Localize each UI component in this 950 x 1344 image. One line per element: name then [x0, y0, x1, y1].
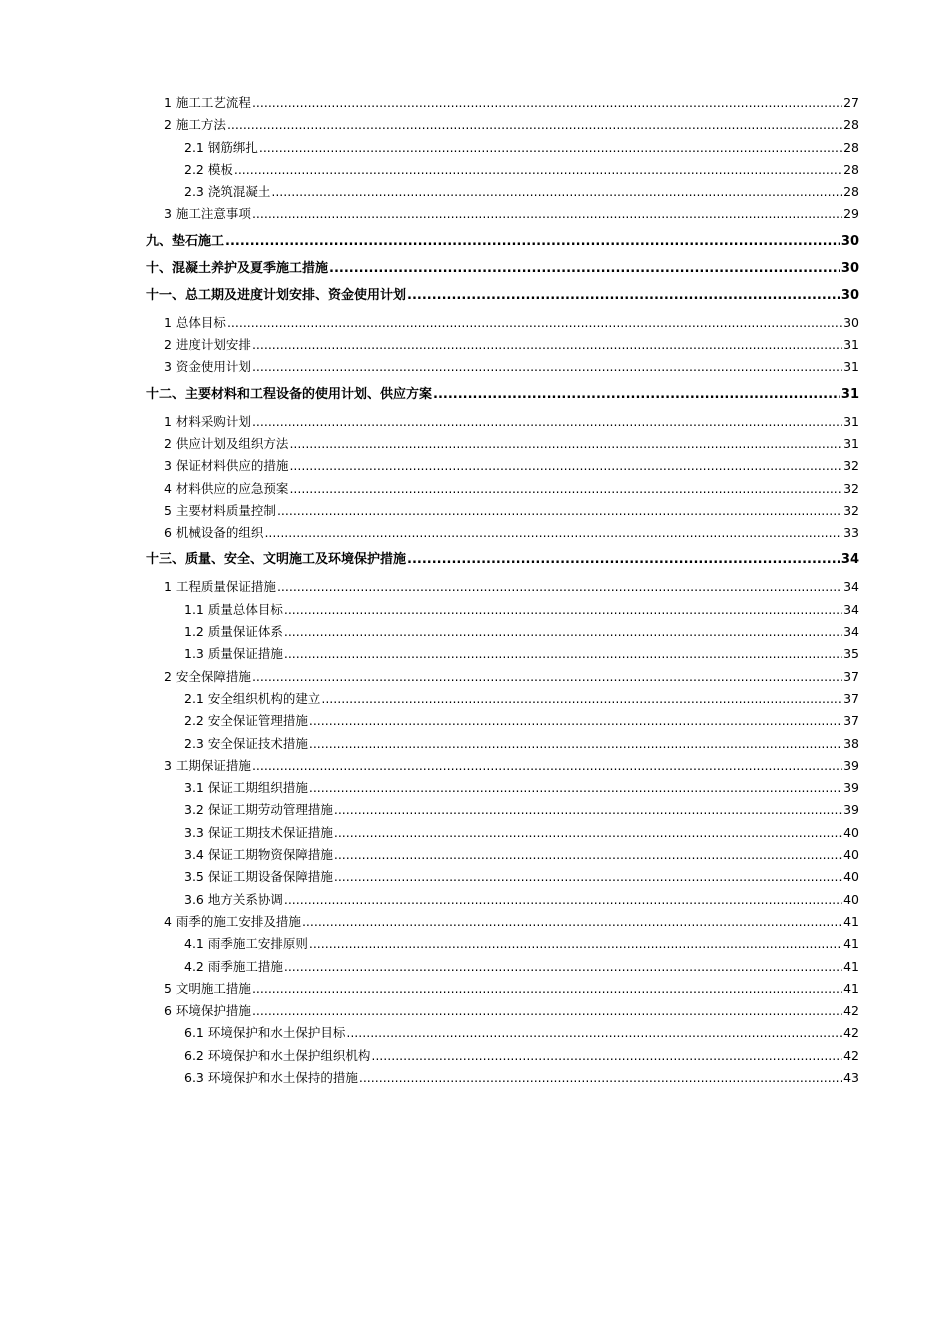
toc-entry-level-2[interactable]	[146, 522, 859, 544]
toc-leader-dots	[284, 956, 842, 978]
toc-entry-page-number: 34	[840, 552, 859, 568]
toc-entry-title: 2 供应计划及组织方法	[164, 435, 289, 451]
toc-leader-dots	[334, 799, 842, 821]
toc-entry-title: 5 主要材料质量控制	[164, 502, 276, 518]
toc-entry-level-1[interactable]	[146, 231, 859, 252]
toc-entry-page-number: 33	[843, 525, 859, 541]
toc-entry-title: 3 工期保证措施	[164, 757, 251, 773]
toc-entry-page-number: 31	[843, 435, 859, 451]
toc-entry-page-number: 30	[840, 260, 859, 276]
toc-leader-dots	[309, 933, 842, 955]
toc-entry-level-3[interactable]	[146, 710, 859, 732]
toc-entry-level-1[interactable]	[146, 258, 859, 279]
toc-leader-dots	[289, 455, 842, 477]
toc-entry-title: 2.2 安全保证管理措施	[184, 713, 308, 729]
toc-entry-level-3[interactable]	[146, 799, 859, 821]
toc-entry-level-3[interactable]	[146, 822, 859, 844]
toc-leader-dots	[289, 433, 842, 455]
toc-entry-level-3[interactable]	[146, 1022, 859, 1044]
toc-entry-page-number: 40	[843, 869, 859, 885]
toc-entry-title: 2 进度计划安排	[164, 337, 251, 353]
toc-entry-level-2[interactable]	[146, 356, 859, 378]
toc-entry-page-number: 39	[843, 802, 859, 818]
toc-entry-page-number: 34	[843, 601, 859, 617]
toc-entry-level-2[interactable]	[146, 478, 859, 500]
toc-entry-level-2[interactable]	[146, 92, 859, 114]
toc-entry-level-2[interactable]	[146, 433, 859, 455]
toc-entry-title: 6.2 环境保护和水土保护组织机构	[184, 1047, 371, 1063]
toc-entry-page-number: 40	[843, 824, 859, 840]
toc-leader-dots	[284, 621, 842, 643]
table-of-contents	[146, 92, 859, 1089]
toc-entry-level-2[interactable]	[146, 1000, 859, 1022]
toc-entry-level-2[interactable]	[146, 312, 859, 334]
toc-entry-page-number: 34	[843, 579, 859, 595]
toc-leader-dots	[407, 285, 840, 306]
toc-entry-level-2[interactable]	[146, 500, 859, 522]
toc-entry-title: 2 施工方法	[164, 117, 226, 133]
toc-entry-title: 十三、质量、安全、文明施工及环境保护措施	[146, 552, 407, 568]
toc-entry-level-3[interactable]	[146, 889, 859, 911]
toc-entry-level-2[interactable]	[146, 911, 859, 933]
toc-leader-dots	[252, 411, 842, 433]
toc-entry-level-1[interactable]	[146, 285, 859, 306]
toc-entry-page-number: 28	[843, 117, 859, 133]
toc-entry-level-1[interactable]	[146, 384, 859, 405]
toc-entry-page-number: 41	[843, 980, 859, 996]
toc-entry-level-3[interactable]	[146, 599, 859, 621]
toc-entry-page-number: 41	[843, 958, 859, 974]
toc-entry-title: 4.2 雨季施工措施	[184, 958, 283, 974]
toc-entry-title: 6 机械设备的组织	[164, 525, 264, 541]
toc-entry-level-2[interactable]	[146, 411, 859, 433]
toc-entry-page-number: 43	[843, 1069, 859, 1085]
toc-entry-page-number: 42	[843, 1047, 859, 1063]
toc-entry-page-number: 31	[843, 337, 859, 353]
toc-entry-level-3[interactable]	[146, 621, 859, 643]
toc-leader-dots	[271, 181, 842, 203]
toc-entry-page-number: 30	[840, 233, 859, 249]
toc-entry-title: 2.1 安全组织机构的建立	[184, 690, 321, 706]
toc-entry-level-3[interactable]	[146, 688, 859, 710]
toc-leader-dots	[284, 889, 842, 911]
toc-leader-dots	[289, 478, 842, 500]
toc-entry-page-number: 34	[843, 624, 859, 640]
toc-entry-page-number: 41	[843, 936, 859, 952]
toc-entry-title: 十二、主要材料和工程设备的使用计划、供应方案	[146, 386, 433, 402]
toc-leader-dots	[252, 356, 842, 378]
toc-entry-page-number: 37	[843, 668, 859, 684]
toc-entry-title: 6.1 环境保护和水土保护目标	[184, 1025, 346, 1041]
toc-entry-level-3[interactable]	[146, 1045, 859, 1067]
toc-leader-dots	[252, 334, 842, 356]
toc-leader-dots	[284, 643, 842, 665]
toc-entry-page-number: 29	[843, 206, 859, 222]
toc-entry-page-number: 28	[843, 184, 859, 200]
toc-leader-dots	[234, 159, 842, 181]
toc-leader-dots	[227, 114, 842, 136]
toc-entry-title: 4 雨季的施工安排及措施	[164, 913, 301, 929]
toc-entry-title: 1.3 质量保证措施	[184, 646, 283, 662]
toc-entry-title: 5 文明施工措施	[164, 980, 251, 996]
toc-leader-dots	[407, 549, 840, 570]
toc-leader-dots	[334, 866, 842, 888]
toc-entry-page-number: 31	[843, 413, 859, 429]
toc-entry-title: 6.3 环境保护和水土保持的措施	[184, 1069, 358, 1085]
toc-leader-dots	[264, 522, 842, 544]
toc-leader-dots	[252, 666, 842, 688]
toc-entry-title: 1.2 质量保证体系	[184, 624, 283, 640]
toc-leader-dots	[309, 733, 842, 755]
toc-entry-page-number: 31	[840, 386, 859, 402]
toc-leader-dots	[334, 844, 842, 866]
toc-entry-page-number: 35	[843, 646, 859, 662]
toc-entry-title: 1.1 质量总体目标	[184, 601, 283, 617]
toc-leader-dots	[329, 258, 840, 279]
toc-entry-page-number: 30	[843, 314, 859, 330]
toc-leader-dots	[284, 599, 842, 621]
toc-entry-page-number: 40	[843, 847, 859, 863]
toc-entry-page-number: 42	[843, 1003, 859, 1019]
toc-entry-page-number: 37	[843, 690, 859, 706]
toc-entry-page-number: 28	[843, 161, 859, 177]
toc-leader-dots	[309, 777, 842, 799]
toc-entry-title: 3.6 地方关系协调	[184, 891, 283, 907]
toc-entry-level-3[interactable]	[146, 956, 859, 978]
toc-leader-dots	[252, 92, 842, 114]
toc-entry-level-2[interactable]	[146, 755, 859, 777]
toc-entry-title: 3.2 保证工期劳动管理措施	[184, 802, 333, 818]
toc-entry-title: 3 施工注意事项	[164, 206, 251, 222]
toc-entry-page-number: 40	[843, 891, 859, 907]
toc-entry-title: 6 环境保护措施	[164, 1003, 251, 1019]
toc-entry-level-3[interactable]	[146, 777, 859, 799]
toc-entry-title: 十一、总工期及进度计划安排、资金使用计划	[146, 287, 407, 303]
toc-entry-page-number: 31	[843, 359, 859, 375]
toc-entry-title: 2.3 浇筑混凝土	[184, 184, 271, 200]
toc-entry-level-3[interactable]	[146, 643, 859, 665]
toc-entry-level-2[interactable]	[146, 978, 859, 1000]
toc-entry-title: 2 安全保障措施	[164, 668, 251, 684]
toc-entry-page-number: 41	[843, 913, 859, 929]
toc-leader-dots	[321, 688, 842, 710]
toc-leader-dots	[302, 911, 842, 933]
toc-entry-page-number: 32	[843, 458, 859, 474]
toc-entry-title: 九、垫石施工	[146, 233, 225, 249]
toc-entry-title: 3.4 保证工期物资保障措施	[184, 847, 333, 863]
toc-leader-dots	[252, 1000, 842, 1022]
toc-entry-level-3[interactable]	[146, 137, 859, 159]
toc-entry-title: 3.3 保证工期技术保证措施	[184, 824, 333, 840]
toc-leader-dots	[259, 137, 842, 159]
toc-leader-dots	[359, 1067, 842, 1089]
toc-entry-title: 1 材料采购计划	[164, 413, 251, 429]
toc-entry-title: 4.1 雨季施工安排原则	[184, 936, 308, 952]
toc-leader-dots	[334, 822, 842, 844]
toc-entry-level-2[interactable]	[146, 203, 859, 225]
toc-entry-page-number: 39	[843, 780, 859, 796]
toc-entry-page-number: 39	[843, 757, 859, 773]
toc-entry-page-number: 32	[843, 502, 859, 518]
toc-leader-dots	[225, 231, 840, 252]
toc-entry-level-3[interactable]	[146, 733, 859, 755]
toc-entry-level-3[interactable]	[146, 181, 859, 203]
toc-entry-title: 4 材料供应的应急预案	[164, 480, 289, 496]
toc-leader-dots	[252, 978, 842, 1000]
toc-entry-level-2[interactable]	[146, 666, 859, 688]
toc-leader-dots	[277, 500, 842, 522]
toc-entry-level-3[interactable]	[146, 933, 859, 955]
toc-entry-level-3[interactable]	[146, 866, 859, 888]
toc-entry-title: 1 工程质量保证措施	[164, 579, 276, 595]
toc-entry-title: 2.1 钢筋绑扎	[184, 139, 258, 155]
toc-entry-page-number: 32	[843, 480, 859, 496]
toc-entry-page-number: 38	[843, 735, 859, 751]
toc-leader-dots	[227, 312, 842, 334]
toc-entry-level-2[interactable]	[146, 576, 859, 598]
toc-entry-level-3[interactable]	[146, 159, 859, 181]
toc-entry-page-number: 30	[840, 287, 859, 303]
toc-leader-dots	[277, 576, 842, 598]
toc-leader-dots	[346, 1022, 842, 1044]
toc-entry-page-number: 37	[843, 713, 859, 729]
toc-leader-dots	[252, 755, 842, 777]
toc-leader-dots	[252, 203, 842, 225]
toc-entry-level-2[interactable]	[146, 114, 859, 136]
toc-entry-title: 2.2 模板	[184, 161, 233, 177]
toc-entry-level-1[interactable]	[146, 549, 859, 570]
toc-leader-dots	[433, 384, 840, 405]
toc-leader-dots	[309, 710, 842, 732]
toc-entry-title: 3 保证材料供应的措施	[164, 458, 289, 474]
toc-entry-title: 3.5 保证工期设备保障措施	[184, 869, 333, 885]
toc-entry-title: 3 资金使用计划	[164, 359, 251, 375]
toc-entry-title: 十、混凝土养护及夏季施工措施	[146, 260, 329, 276]
toc-entry-level-3[interactable]	[146, 1067, 859, 1089]
toc-entry-level-2[interactable]	[146, 334, 859, 356]
toc-entry-page-number: 42	[843, 1025, 859, 1041]
toc-entry-title: 1 施工工艺流程	[164, 95, 251, 110]
toc-entry-title: 2.3 安全保证技术措施	[184, 735, 308, 751]
toc-entry-title: 3.1 保证工期组织措施	[184, 780, 308, 796]
toc-entry-level-2[interactable]	[146, 455, 859, 477]
toc-entry-level-3[interactable]	[146, 844, 859, 866]
toc-entry-page-number: 28	[843, 139, 859, 155]
toc-entry-page-number: 27	[843, 95, 859, 110]
toc-leader-dots	[371, 1045, 842, 1067]
toc-entry-title: 1 总体目标	[164, 314, 226, 330]
